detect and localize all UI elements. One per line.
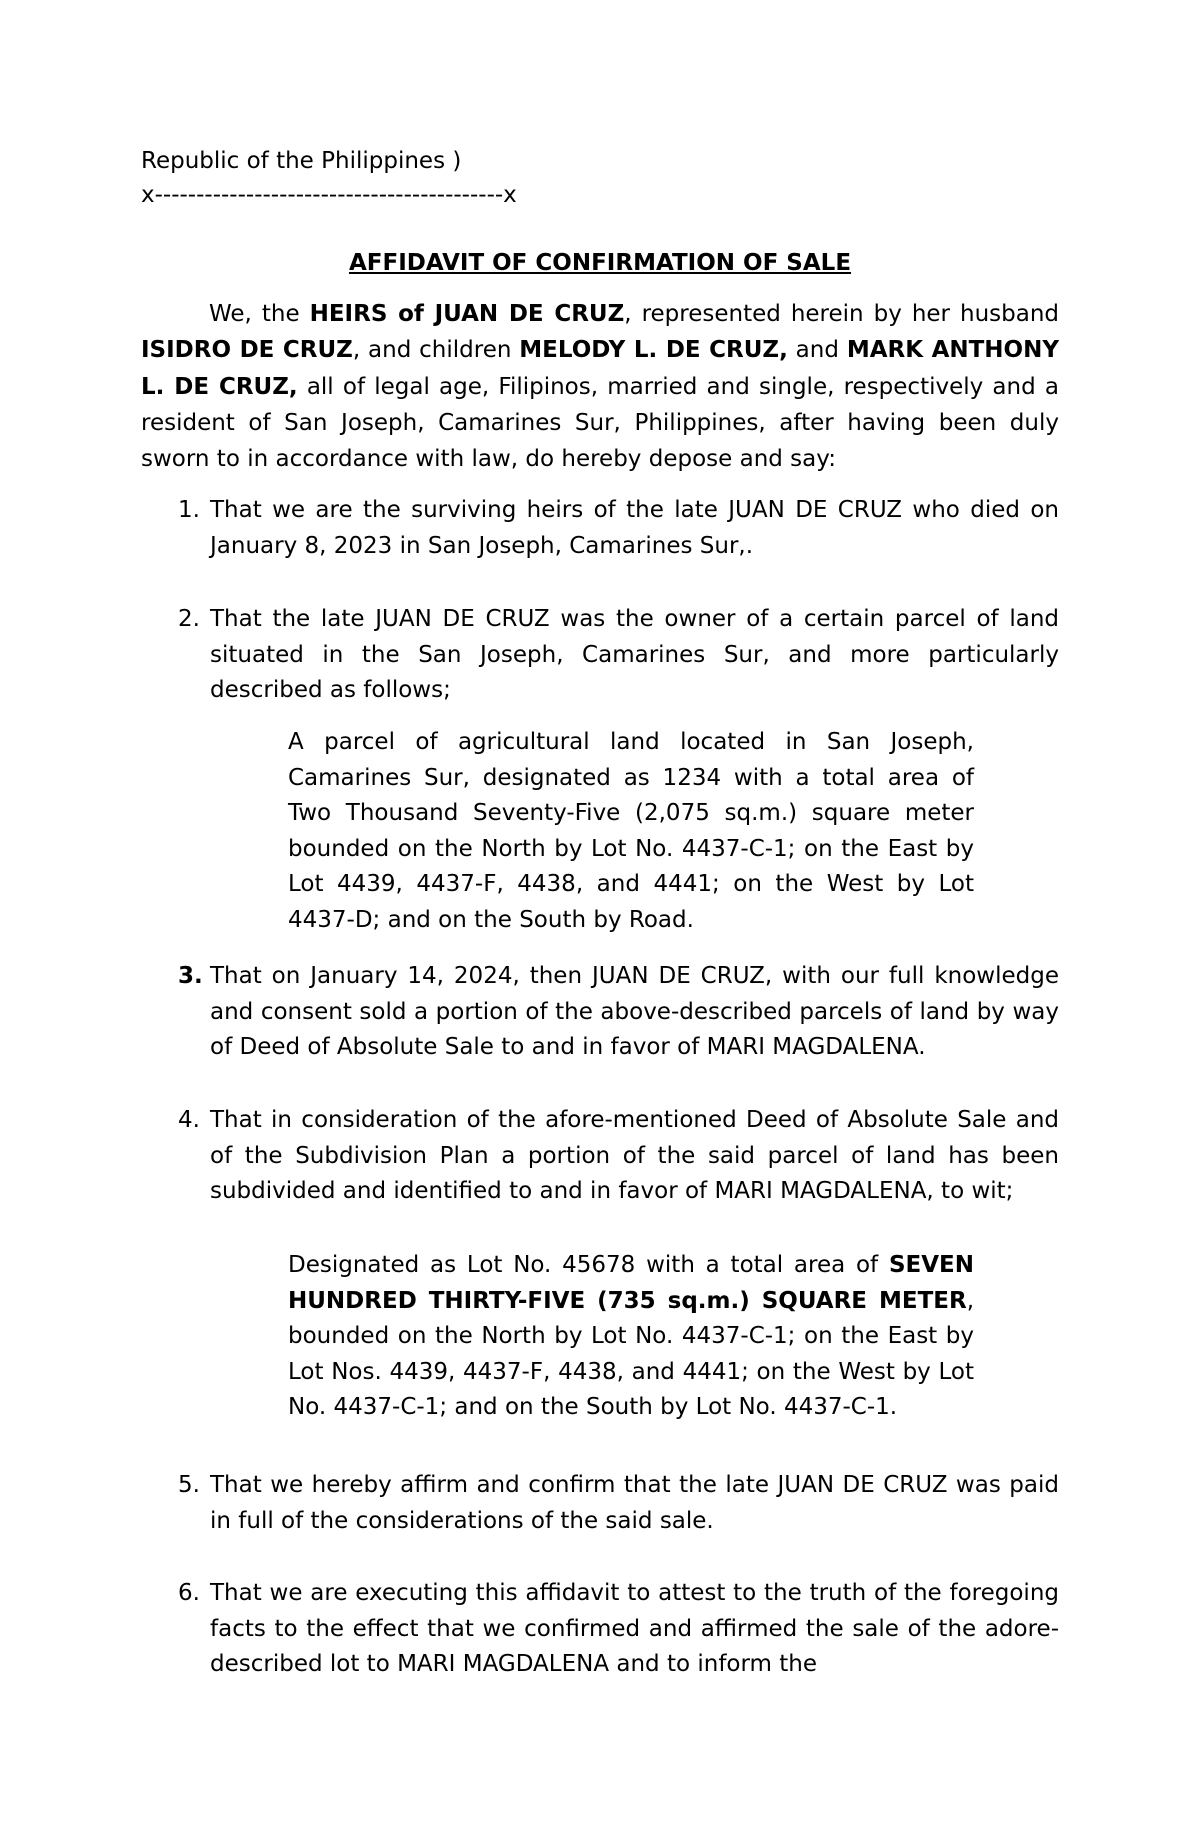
intro-text-2: , represented herein by her husband: [624, 301, 1059, 327]
list-item: [178, 602, 1059, 709]
item-number: 1.: [178, 497, 200, 523]
item-text: That on January 14, 2024, then JUAN DE CRUZ, with our full knowledge and consent sold a portion of the above-described parcels of land by way of Deed of Absolute Sale to and in favor of MARI MAGDALENA.: [210, 963, 1059, 1060]
heirs-name: HEIRS of JUAN DE CRUZ: [309, 301, 625, 327]
item-text: That we hereby affirm and confirm that the late JUAN DE CRUZ was paid in full of the considerations of the said sale.: [210, 1472, 1059, 1534]
item-number: 6.: [178, 1580, 200, 1606]
intro-text-1: We, the: [209, 301, 310, 327]
lot-text-2: , bounded on the North by Lot No. 4437-C-1; on the East by Lot Nos. 4439, 4437-F, 4438, and 4441; on the West by Lot No. 4437-C-1; and on the South by Lot No. 4437-C-1.: [288, 1287, 974, 1420]
list-item: [178, 493, 1059, 564]
lot-description-block: [288, 1248, 974, 1426]
lot-text-1: Designated as Lot No. 45678 with a total area of: [288, 1252, 889, 1278]
intro-text-3: , and children: [352, 337, 520, 364]
list-item: [178, 1468, 1059, 1539]
husband-name: ISIDRO DE CRUZ: [141, 337, 353, 364]
item-text: That in consideration of the afore-mentioned Deed of Absolute Sale and of the Subdivision Plan a portion of the said parcel of land has been subdivided and identified to and in favor of MARI MAGDALENA, to wit;: [210, 1107, 1059, 1204]
item-text: That the late JUAN DE CRUZ was the owner of a certain parcel of land situated in the San Joseph, Camarines Sur, and more particularly described as follows;: [210, 606, 1059, 703]
item-text: That we are the surviving heirs of the late JUAN DE CRUZ who died on January 8, 2023 in San Joseph, Camarines Sur,.: [210, 497, 1059, 559]
intro-paragraph: [141, 296, 1059, 477]
list-item: [178, 1576, 1059, 1683]
child-name-2: MARK ANTHONY L. DE CRUZ,: [141, 337, 1060, 400]
item-number: 4.: [178, 1107, 200, 1133]
list-item: [178, 959, 1059, 1066]
land-description-block: A parcel of agricultural land located in San Joseph, Camarines Sur, designated as 1234 with a total area of Two Thousand Seventy-Five (2,075 sq.m.) square meter bounded on the North by Lot No. 4437-C-1; on the East by Lot 4439, 4437-F, 4438, and 4441; on the West by Lot 4437-D; and on the South by Road.: [288, 729, 974, 933]
item-number: 5.: [178, 1472, 200, 1498]
item-text: That we are executing this affidavit to attest to the truth of the foregoing facts to the effect that we confirmed and affirmed the sale of the adore-described lot to MARI MAGDALENA and to inform the: [210, 1580, 1059, 1677]
child-name-1: MELODY L. DE CRUZ,: [519, 337, 788, 364]
intro-text-4: and: [787, 337, 847, 364]
header-separator: x------------------------------------------x: [141, 182, 517, 208]
item-number: 2.: [178, 606, 200, 632]
item-number: 3.: [178, 963, 203, 989]
intro-text-5: all of legal age, Filipinos, married and single, respectively and a resident of San Joseph, Camarines Sur, Philippines, after having been duly sworn to in accordance with law, do hereby depose and say:: [141, 373, 1059, 473]
document-title: AFFIDAVIT OF CONFIRMATION OF SALE: [348, 250, 852, 276]
republic-header: Republic of the Philippines ): [141, 148, 462, 174]
lot-area: SEVEN HUNDRED THIRTY-FIVE (735 sq.m.) SQUARE METER: [288, 1252, 974, 1314]
list-item: [178, 1103, 1059, 1210]
